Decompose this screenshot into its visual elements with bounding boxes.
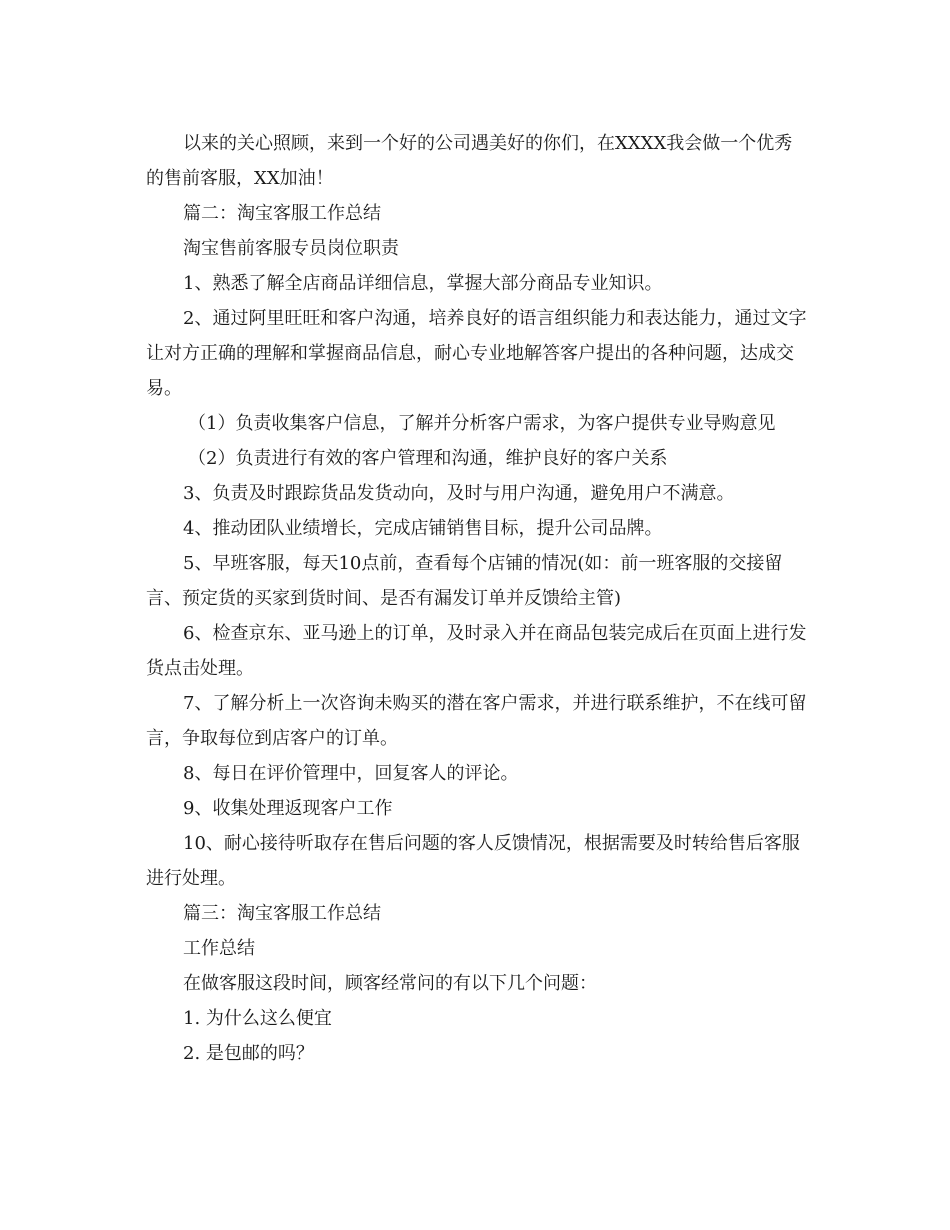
duty-item-5: 5、早班客服，每天10点前，查看每个店铺的情况(如：前一班客服的交接留言、预定货的买家到货时间、是否有漏发订单并反馈给主管) bbox=[146, 553, 783, 609]
duty-item-9: 9、收集处理返现客户工作 bbox=[183, 798, 393, 819]
duty-item-7: 7、了解分析上一次咨询未购买的潜在客户需求，并进行联系维护，不在线可留言，争取每位到店客户的订单。 bbox=[146, 693, 807, 749]
duty-subitem-1: （1）负责收集客户信息，了解并分析客户需求，为客户提供专业导购意见 bbox=[188, 413, 776, 434]
duty-subitem-2: （2）负责进行有效的客户管理和沟通，维护良好的客户关系 bbox=[188, 448, 668, 469]
summary-intro: 在做客服这段时间，顾客经常问的有以下几个问题： bbox=[183, 973, 597, 994]
paragraph-intro-continuation: 以来的关心照顾，来到一个好的公司遇美好的你们，在XXXX我会做一个优秀的售前客服，XX加油！ bbox=[146, 133, 793, 189]
duty-item-2: 2、通过阿里旺旺和客户沟通，培养良好的语言组织能力和表达能力，通过文字让对方正确的理解和掌握商品信息，耐心专业地解答客户提出的各种问题，达成交易。 bbox=[146, 308, 807, 399]
subheading-work-summary: 工作总结 bbox=[183, 938, 255, 959]
duty-item-1: 1、熟悉了解全店商品详细信息，掌握大部分商品专业知识。 bbox=[183, 273, 663, 294]
question-item-1: 1. 为什么这么便宜 bbox=[183, 1008, 332, 1029]
duty-item-6: 6、检查京东、亚马逊上的订单，及时录入并在商品包装完成后在页面上进行发货点击处理。 bbox=[146, 623, 807, 679]
duty-item-8: 8、每日在评价管理中，回复客人的评论。 bbox=[183, 763, 519, 784]
subheading-job-duties: 淘宝售前客服专员岗位职责 bbox=[183, 238, 399, 259]
duty-item-10: 10、耐心接待听取存在售后问题的客人反馈情况，根据需要及时转给售后客服进行处理。 bbox=[146, 833, 800, 889]
section-heading-part3: 篇三：淘宝客服工作总结 bbox=[183, 903, 381, 924]
question-item-2: 2. 是包邮的吗？ bbox=[183, 1043, 314, 1064]
duty-item-4: 4、推动团队业绩增长，完成店铺销售目标，提升公司品牌。 bbox=[183, 518, 663, 539]
document-body bbox=[146, 126, 810, 1071]
duty-item-3: 3、负责及时跟踪货品发货动向，及时与用户沟通，避免用户不满意。 bbox=[183, 483, 735, 504]
section-heading-part2: 篇二：淘宝客服工作总结 bbox=[183, 203, 381, 224]
